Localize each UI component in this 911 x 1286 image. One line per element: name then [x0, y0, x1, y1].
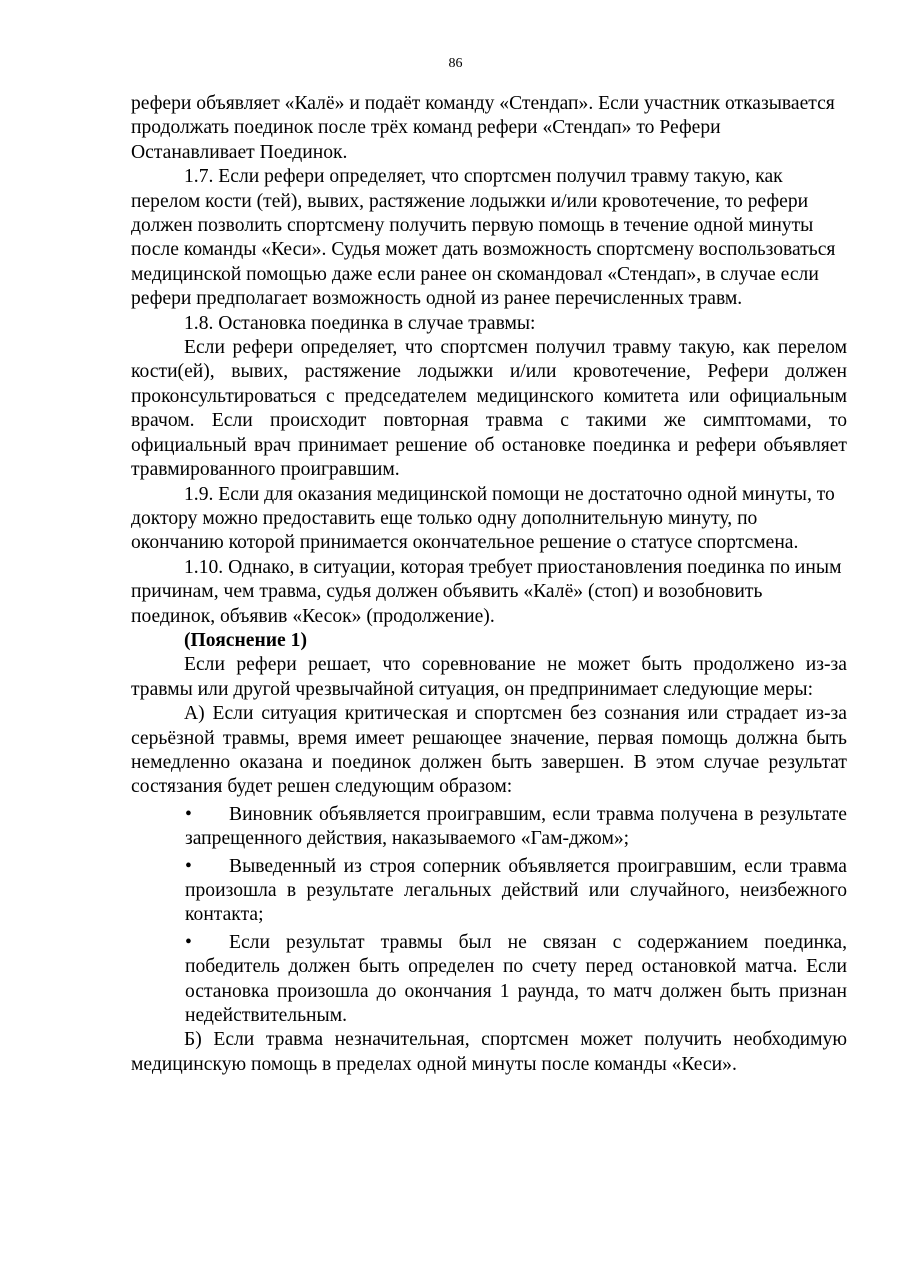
item-b: Б) Если травма незначительная, спортсмен может получить необходимую медицинскую помощь в пределах одной минуты после команды «Кеси».	[131, 1029, 847, 1075]
page-number: 86	[448, 56, 463, 71]
note-title: (Пояснение 1)	[184, 629, 307, 651]
bullet-icon: •	[185, 803, 192, 825]
bullet-icon: •	[185, 855, 192, 877]
paragraph-1-8-body: Если рефери определяет, что спортсмен получил травму такую, как перелом кости(ей), вывих, растяжение лодыжки и/или кровотечение, Рефери должен проконсультироваться с председателем медицинского комитета или официальным врачом. Если происходит повторная травма с такими же симптомами, то официальный врач принимает решение об остановке поединка и рефери объявляет травмированного проигравшим.	[131, 337, 847, 481]
list-item	[185, 855, 847, 928]
paragraph-1-8-title: 1.8. Остановка поединка в случае травмы:	[184, 312, 536, 334]
paragraph-1-10: 1.10. Однако, в ситуации, которая требует приостановления поединка по иным причинам, чем травма, судья должен объявить «Калё» (стоп) и возобновить поединок, объявив «Кесок» (продолжение).	[131, 556, 842, 627]
paragraph-1-7: 1.7. Если рефери определяет, что спортсмен получил травму такую, как перелом кости (тей), вывих, растяжение лодыжки и/или кровотечение, то рефери должен позволить спортсмену получить первую помощь в течение одной минуты после команды «Кеси». Судья может дать возможность спортсмену воспользоваться медицинской помощью даже если ранее он скомандовал «Стендап», в случае если рефери предполагает возможность одной из ранее перечисленных травм.	[131, 166, 836, 310]
item-a: А) Если ситуация критическая и спортсмен без сознания или страдает из-за серьёзной травмы, время имеет решающее значение, первая помощь должна быть немедленно оказана и поединок должен быть завершен. В этом случае результат состязания будет решен следующим образом:	[131, 703, 847, 798]
page-body	[131, 92, 847, 1077]
paragraph-1-9: 1.9. Если для оказания медицинской помощи не достаточно одной минуты, то доктору можно предоставить еще только одну дополнительную минуту, по окончанию которой принимается окончательное решение о статусе спортсмена.	[131, 483, 835, 554]
paragraph-intro: рефери объявляет «Калё» и подаёт команду «Стендап». Если участник отказывается продолжать поединок после трёх команд рефери «Стендап» то Рефери Останавливает Поединок.	[131, 93, 835, 163]
bullet-text: Если результат травмы был не связан с содержанием поединка, победитель должен быть определен по счету перед остановкой матча. Если остановка произошла до окончания 1 раунда, то матч должен быть признан недействительным.	[185, 931, 847, 1027]
list-item	[185, 803, 847, 852]
bullet-text: Виновник объявляется проигравшим, если травма получена в результате запрещенного действия, наказываемого «Гам-джом»;	[185, 803, 847, 850]
bullet-text: Выведенный из строя соперник объявляется проигравшим, если травма произошла в результате легальных действий или случайного, неизбежного контакта;	[185, 855, 847, 926]
list-item	[185, 931, 847, 1029]
note-body: Если рефери решает, что соревнование не может быть продолжено из-за травмы или другой чрезвычайной ситуация, он предпринимает следующие меры:	[131, 654, 847, 700]
bullet-icon: •	[185, 931, 192, 953]
